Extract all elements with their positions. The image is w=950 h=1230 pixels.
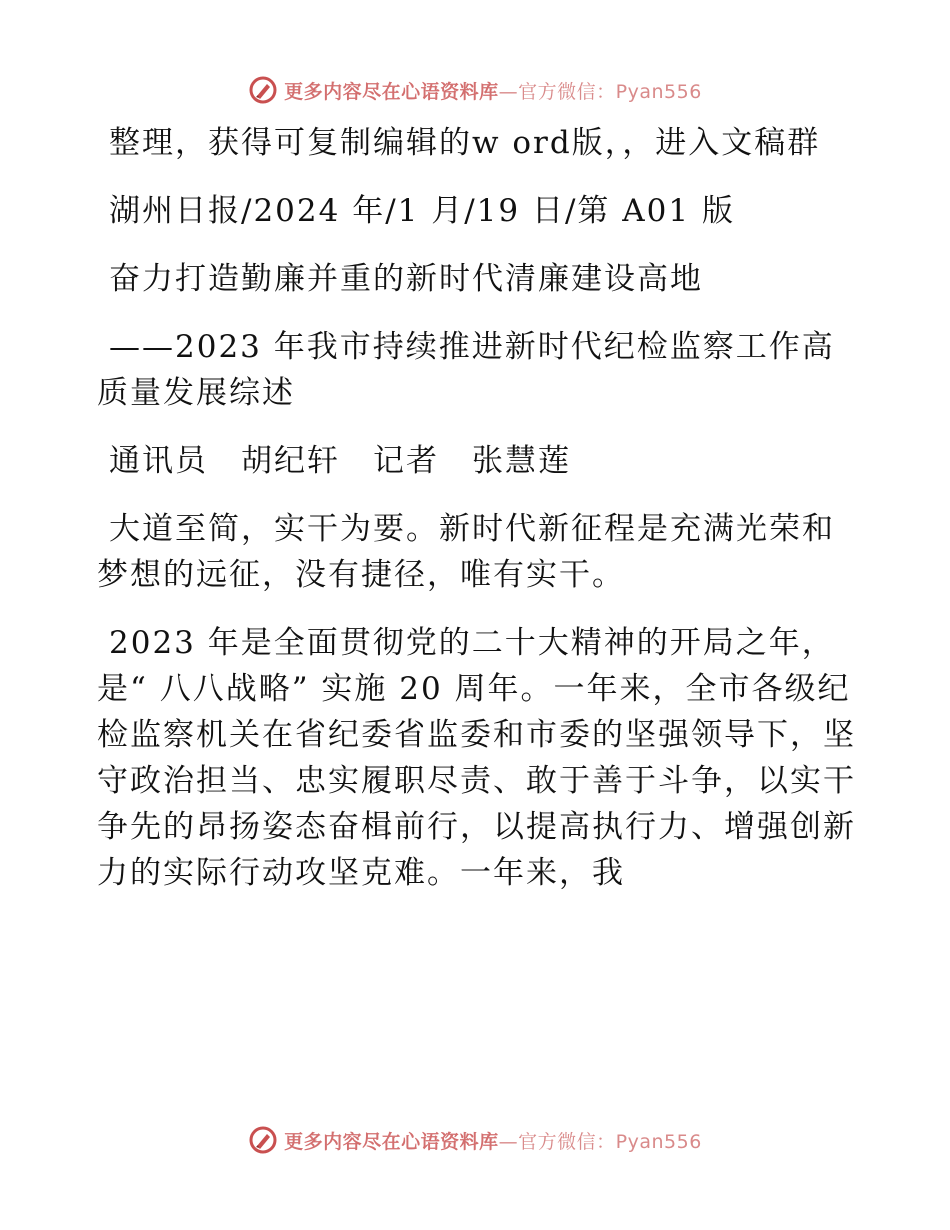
banner-separator: — [498, 1130, 519, 1153]
banner-text [284, 77, 702, 104]
article-subtitle: ——2023 年我市持续推进新时代纪检监察工作高质量发展综述 [97, 329, 835, 411]
article-byline: 通讯员 胡纪轩 记者 张慧莲 [109, 443, 571, 479]
document-body [97, 120, 857, 918]
article-title: 奋力打造勤廉并重的新时代清廉建设高地 [109, 261, 703, 297]
header-banner [0, 70, 950, 110]
banner-contact: 官方微信：Pyan556 [518, 1130, 702, 1153]
banner-brand: 更多内容尽在心语资料库 [284, 80, 499, 103]
banner-contact: 官方微信：Pyan556 [518, 80, 702, 103]
footer-banner [0, 1120, 950, 1160]
banner-separator: — [498, 80, 519, 103]
paragraph-body: 2023 年是全面贯彻党的二十大精神的开局之年，是“ 八八战略” 实施 20 周年。一年来，全市各级纪检监察机关在省纪委省监委和市委的坚强领导下，坚守政治担当、忠实履职尽责、敢于善于斗争，以实干争先的昂扬姿态奋楫前行，以提高执行力、增强创新力的实际行动攻坚克难。一年来，我 [97, 625, 856, 891]
banner-brand: 更多内容尽在心语资料库 [284, 1130, 499, 1153]
pen-logo-icon [248, 1125, 278, 1155]
pen-logo-icon [248, 75, 278, 105]
paragraph-note: 整理，获得可复制编辑的w ord版，，进入文稿群 [109, 125, 821, 161]
paragraph-source: 湖州日报/2024 年/1 月/19 日/第 A01 版 [109, 193, 735, 229]
banner-text [284, 1127, 702, 1154]
paragraph-lead: 大道至简，实干为要。新时代新征程是充满光荣和梦想的远征，没有捷径，唯有实干。 [97, 511, 835, 593]
